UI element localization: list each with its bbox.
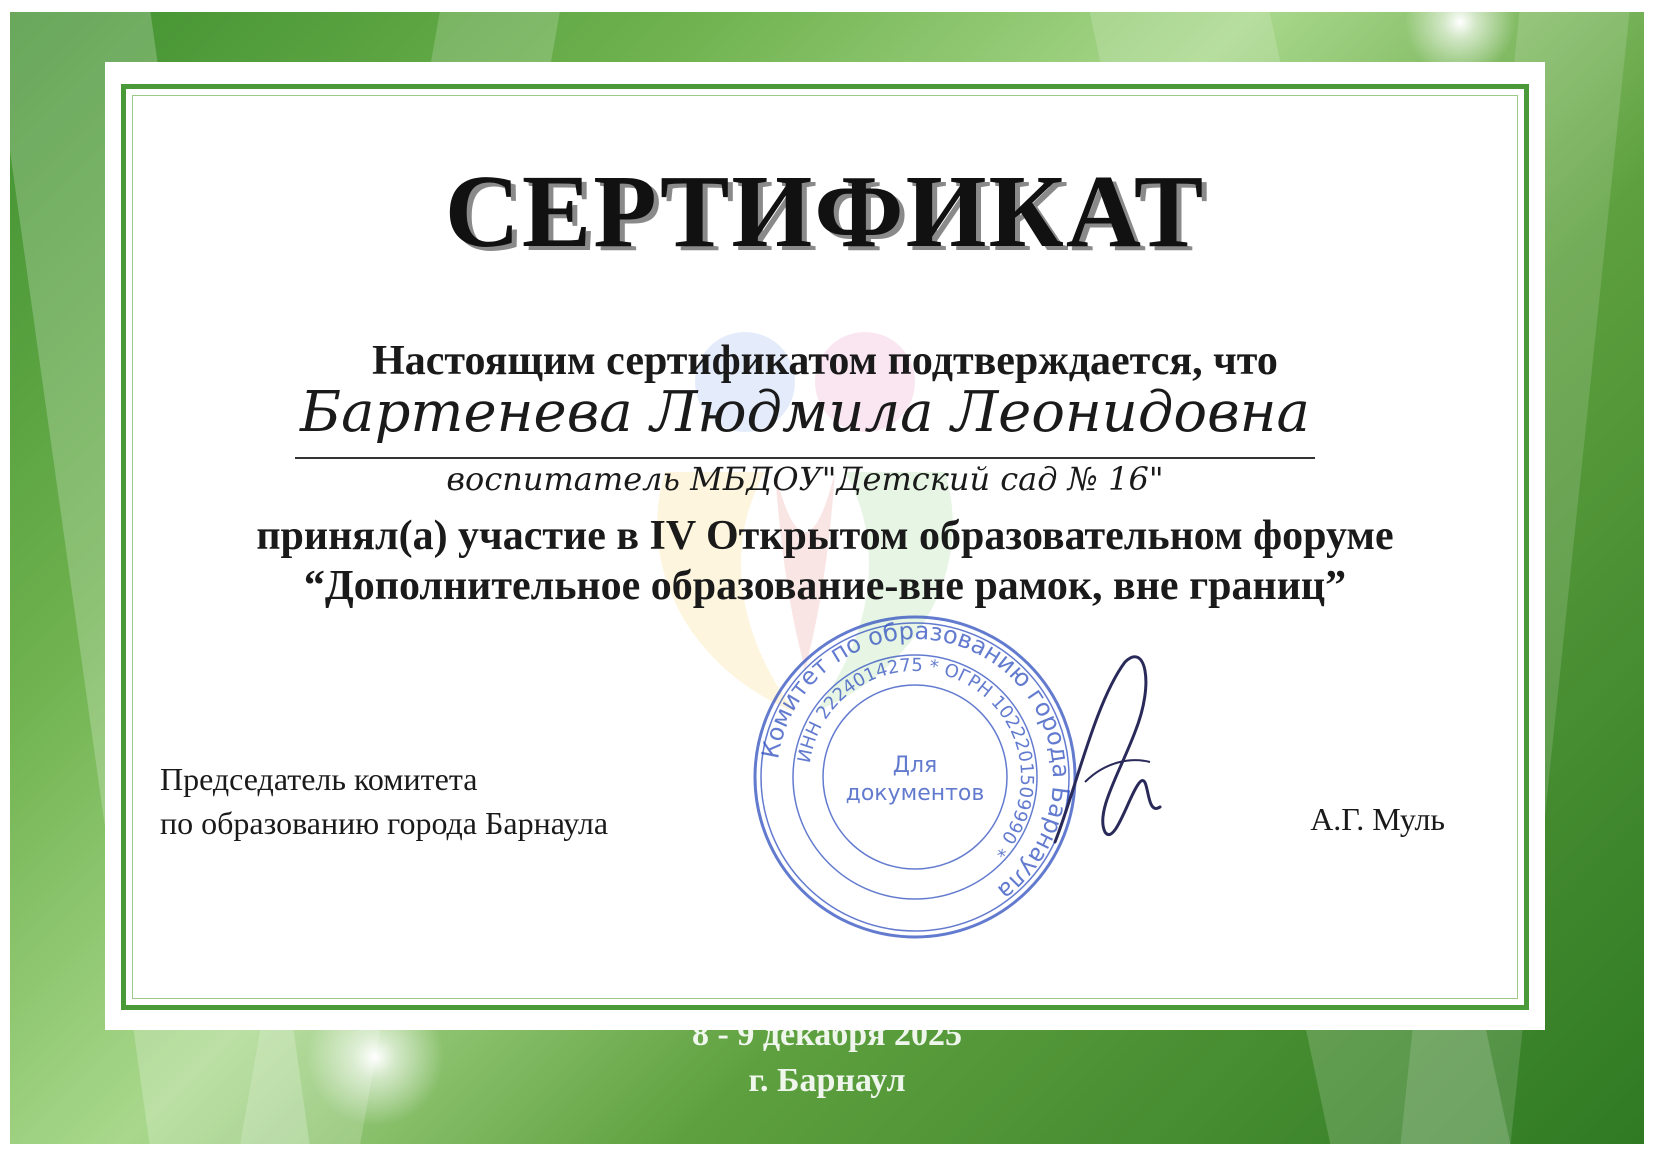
stamp-inner-text: ИНН 2224014275 * ОГРН 1022201509990 * <box>793 654 1038 861</box>
stamp-center-text: Для <box>892 753 938 778</box>
event-date-place <box>10 1012 1644 1104</box>
chair-title-line: Председатель комитета <box>160 761 478 797</box>
participation-text: принял(а) участие в IV Открытом образовательном форуме <box>256 513 1394 559</box>
certificate-card <box>105 62 1545 1030</box>
certificate-sheet <box>10 12 1644 1144</box>
event-city: г. Барнаул <box>748 1062 906 1099</box>
forum-name: “Дополнительное образование-вне рамок, вне границ” <box>303 563 1347 609</box>
official-stamp-icon <box>750 612 1080 942</box>
chair-title <box>160 757 608 845</box>
recipient-position: воспитатель МБДОУ"Детский сад № 16" <box>446 460 1164 498</box>
stamp-outer-text: Комитет по образованию города Барнаула <box>756 616 1076 906</box>
signer-name: А.Г. Муль <box>1310 801 1445 837</box>
event-date: 8 - 9 декабря 2025 <box>692 1016 962 1053</box>
recipient-name: Бартенева Людмила Леонидовна <box>300 380 1310 445</box>
signature-icon <box>1035 642 1175 862</box>
certificate-title: СЕРТИФИКАТ <box>444 154 1206 269</box>
name-underline <box>295 457 1315 459</box>
intro-text: Настоящим сертификатом подтверждается, что <box>372 338 1278 384</box>
chair-title-line: по образованию города Барнаула <box>160 805 609 841</box>
stamp-center-text: документов <box>845 781 985 806</box>
